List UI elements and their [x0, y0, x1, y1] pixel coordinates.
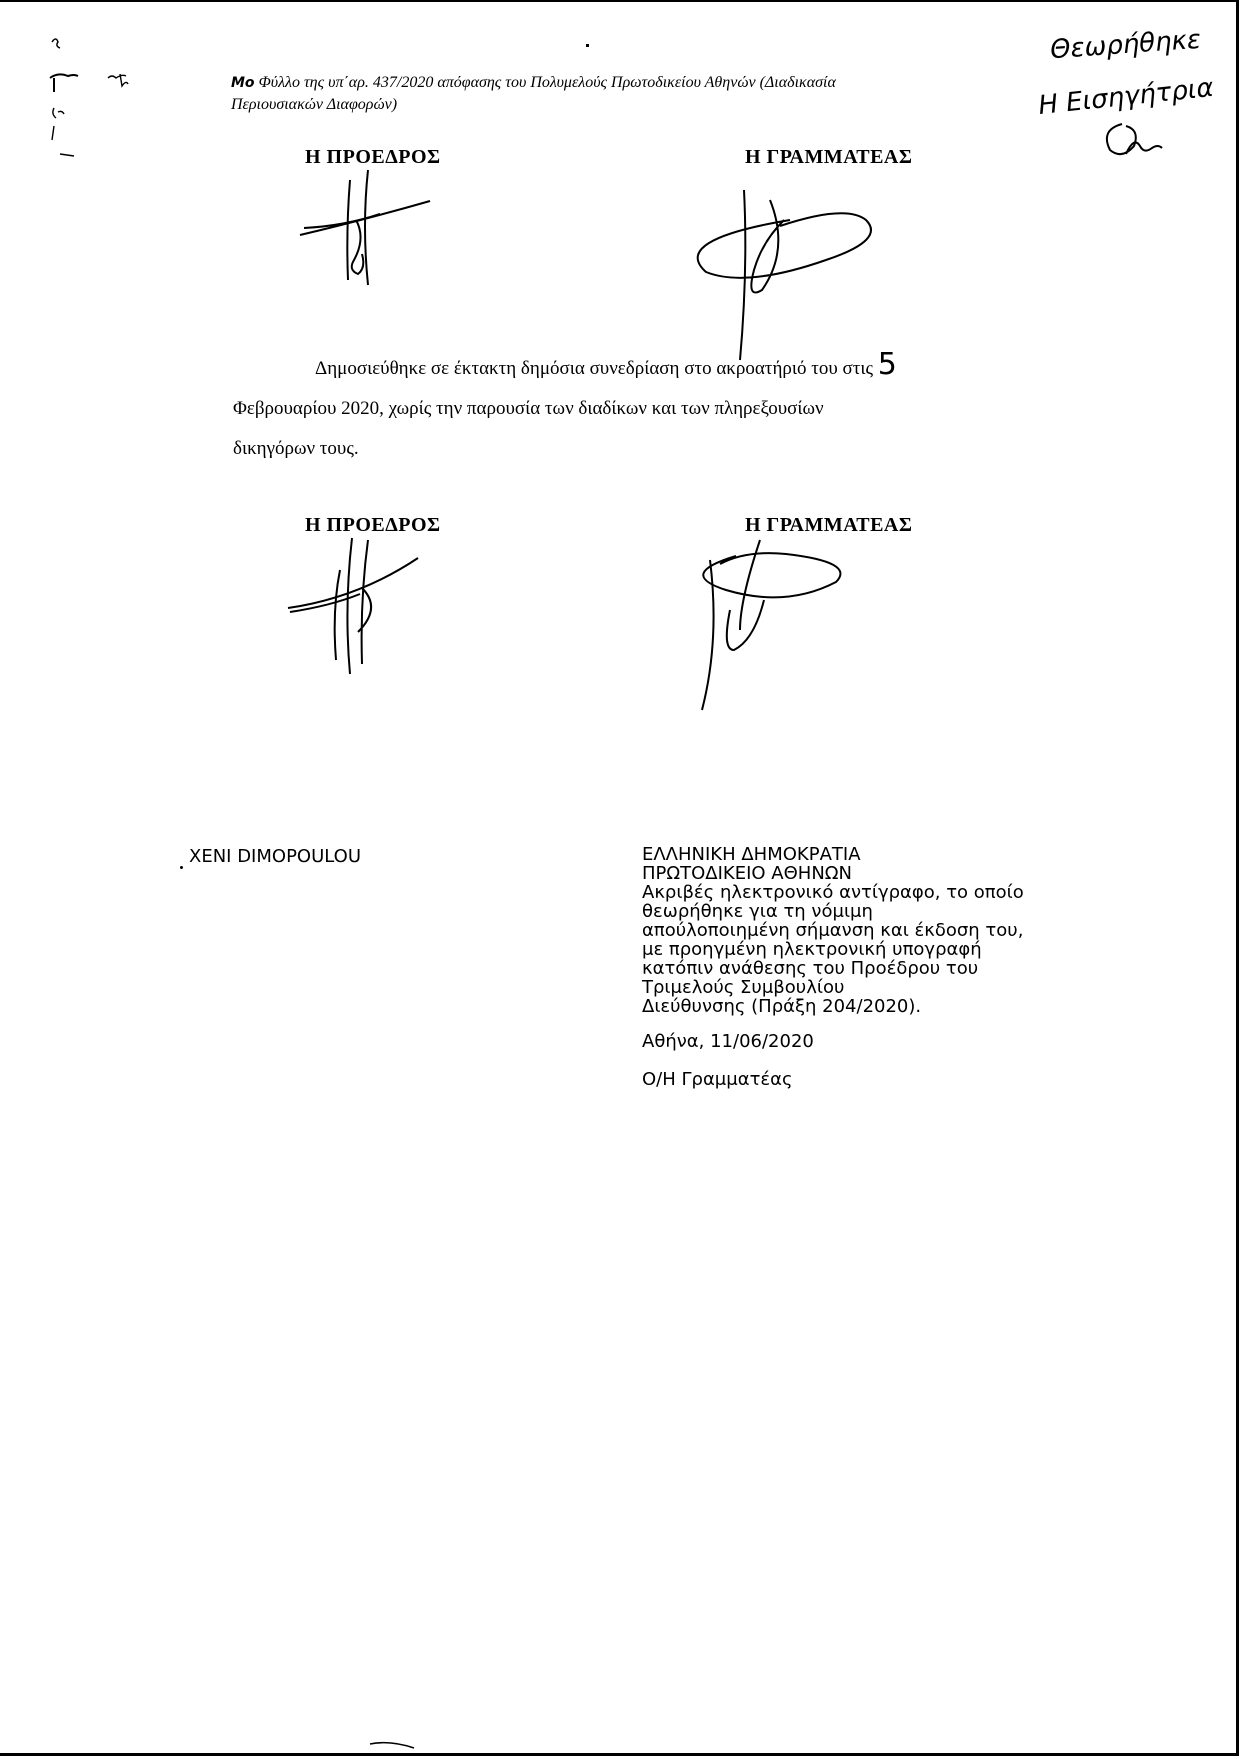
header-line-2: Περιουσιακών Διαφορών) [231, 96, 398, 113]
publication-line-2: Φεβρουαρίου 2020, χωρίς την παρουσία των διαδίκων και των πληρεξουσίων [233, 398, 824, 419]
document-header [231, 72, 1051, 116]
stamp-line-6: με προηγμένη ηλεκτρονική υπογραφή [642, 939, 982, 960]
stamp-line-9: Διεύθυνσης (Πράξη 204/2020). [642, 996, 922, 1017]
publication-paragraph [233, 345, 1048, 469]
president-signature-top [290, 160, 440, 290]
stamp-line-4: θεωρήθηκε για τη νόμιμη [642, 901, 873, 922]
e-signer-name: XENI DIMOPOULOU [189, 846, 361, 867]
stamp-line-2: ΠΡΩΤΟΔΙΚΕΙΟ ΑΘΗΝΩΝ [642, 863, 853, 884]
stamp-place-date: Αθήνα, 11/06/2020 [642, 1031, 814, 1052]
handwritten-day: 5 [877, 347, 897, 382]
secretary-role-bottom: Η ΓΡΑΜΜΑΤΕΑΣ [745, 514, 913, 536]
e-certification-stamp [642, 845, 1024, 1089]
president-signature-bottom [280, 530, 430, 680]
secretary-signature-bottom [690, 520, 870, 730]
stamp-line-8: Τριμελούς Συμβουλίου [642, 977, 845, 998]
president-role-bottom: Η ΠΡΟΕΔΡΟΣ [305, 514, 441, 536]
publication-line-3: δικηγόρων τους. [233, 438, 359, 459]
sheet-number-prefix: Μο [231, 75, 255, 91]
publication-line-1: Δημοσιεύθηκε σε έκτακτη δημόσια συνεδρίαση στο ακροατήριό του στις [315, 358, 874, 379]
stamp-line-1: ΕΛΛΗΝΙΚΗ ΔΗΜΟΚΡΑΤΙΑ [642, 844, 861, 865]
handwritten-annotation-line2: Η Εισηγήτρια [1036, 72, 1216, 122]
margin-initials-mark [40, 30, 150, 160]
secretary-role-top: Η ΓΡΑΜΜΑΤΕΑΣ [745, 146, 913, 168]
stamp-line-5: απούλοποιημένη σήμανση και έκδοση του, [642, 920, 1024, 941]
stamp-line-7: κατόπιν ανάθεσης του Προέδρου του [642, 958, 979, 979]
bottom-scratch-mark [368, 1740, 418, 1750]
handwritten-annotation [1036, 18, 1238, 158]
stamp-line-3: Ακριβές ηλεκτρονικό αντίγραφο, το οποίο [642, 882, 1024, 903]
header-line-1: Φύλλο της υπ΄αρ. 437/2020 απόφασης του Πολυμελούς Πρωτοδικείου Αθηνών (Διαδικασία [258, 74, 836, 91]
handwritten-annotation-line1: Θεωρήθηκε [1049, 24, 1202, 66]
president-role-top: Η ΠΡΟΕΔΡΟΣ [305, 146, 441, 168]
top-dot-mark [586, 44, 589, 47]
annotation-initials-signature [1092, 114, 1182, 164]
stamp-clerk: Ο/Η Γραμματέας [642, 1069, 793, 1090]
dot-mark [180, 866, 183, 869]
